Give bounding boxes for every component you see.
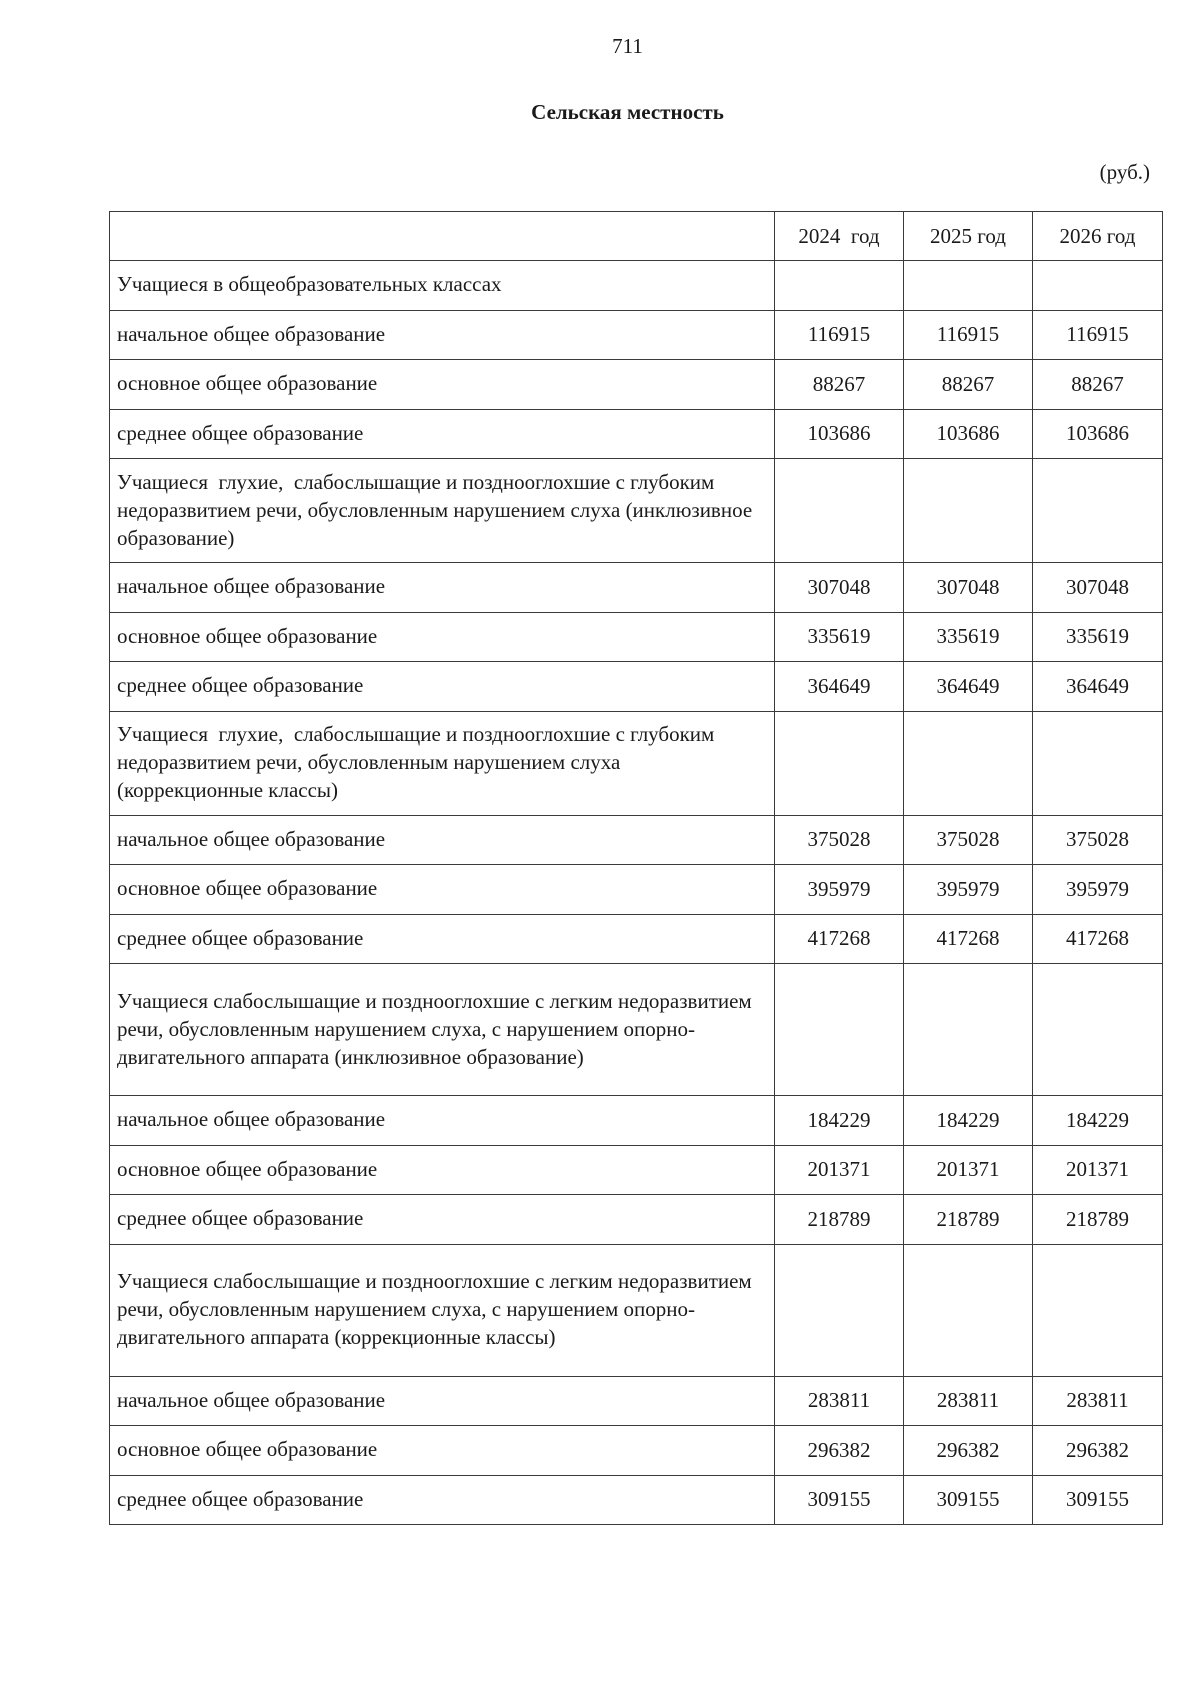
row-label: основное общее образование — [110, 612, 775, 662]
table-row-group — [110, 261, 1163, 311]
value-2024 — [775, 459, 904, 563]
value-2025: 283811 — [904, 1376, 1033, 1426]
header-cell-2026: 2026 год — [1033, 212, 1163, 261]
value-2025: 201371 — [904, 1145, 1033, 1195]
value-2025: 309155 — [904, 1475, 1033, 1525]
value-2024 — [775, 261, 904, 311]
page-title: Сельская местность — [531, 100, 724, 124]
row-label: среднее общее образование — [110, 1475, 775, 1525]
row-label: Учащиеся глухие, слабослышащие и позднооглохшие с глубоким недоразвитием речи, обусловленным нарушением слуха (коррекционные классы) — [110, 711, 775, 815]
table-row — [110, 310, 1163, 360]
value-2024: 184229 — [775, 1096, 904, 1146]
value-2024: 395979 — [775, 865, 904, 915]
table-row — [110, 1096, 1163, 1146]
table-header-row — [110, 212, 1163, 261]
value-2024 — [775, 964, 904, 1096]
value-2025: 184229 — [904, 1096, 1033, 1146]
value-2025: 103686 — [904, 409, 1033, 459]
header-cell-2025: 2025 год — [904, 212, 1033, 261]
row-label: среднее общее образование — [110, 914, 775, 964]
row-label: основное общее образование — [110, 1426, 775, 1476]
value-2024: 309155 — [775, 1475, 904, 1525]
row-label: Учащиеся в общеобразовательных классах — [110, 261, 775, 311]
value-2024: 307048 — [775, 563, 904, 613]
value-2024: 375028 — [775, 815, 904, 865]
value-2026: 307048 — [1033, 563, 1163, 613]
value-2024: 283811 — [775, 1376, 904, 1426]
value-2026 — [1033, 964, 1163, 1096]
value-2026: 296382 — [1033, 1426, 1163, 1476]
row-label: среднее общее образование — [110, 1195, 775, 1245]
value-2024 — [775, 711, 904, 815]
value-2024: 103686 — [775, 409, 904, 459]
value-2024: 364649 — [775, 662, 904, 712]
value-2025 — [904, 964, 1033, 1096]
value-2026: 116915 — [1033, 310, 1163, 360]
value-2025: 395979 — [904, 865, 1033, 915]
value-2026: 103686 — [1033, 409, 1163, 459]
row-label: основное общее образование — [110, 865, 775, 915]
table-row — [110, 563, 1163, 613]
table-row — [110, 612, 1163, 662]
row-label: начальное общее образование — [110, 1096, 775, 1146]
value-2026 — [1033, 261, 1163, 311]
value-2025: 364649 — [904, 662, 1033, 712]
table-row — [110, 1376, 1163, 1426]
value-2026: 184229 — [1033, 1096, 1163, 1146]
value-2026: 218789 — [1033, 1195, 1163, 1245]
row-label: Учащиеся глухие, слабослышащие и позднооглохшие с глубоким недоразвитием речи, обусловленным нарушением слуха (инклюзивное образование) — [110, 459, 775, 563]
value-2025: 307048 — [904, 563, 1033, 613]
value-2026: 375028 — [1033, 815, 1163, 865]
table-row — [110, 1426, 1163, 1476]
value-2025: 417268 — [904, 914, 1033, 964]
value-2025: 375028 — [904, 815, 1033, 865]
table-row — [110, 360, 1163, 410]
value-2024: 296382 — [775, 1426, 904, 1476]
row-label: основное общее образование — [110, 360, 775, 410]
row-label: начальное общее образование — [110, 815, 775, 865]
table-row — [110, 1145, 1163, 1195]
header-cell-2024: 2024 год — [775, 212, 904, 261]
value-2024: 218789 — [775, 1195, 904, 1245]
table-row-group — [110, 459, 1163, 563]
table-row-group — [110, 711, 1163, 815]
value-2025: 218789 — [904, 1195, 1033, 1245]
value-2024 — [775, 1244, 904, 1376]
value-2024: 116915 — [775, 310, 904, 360]
table-row — [110, 662, 1163, 712]
row-label: Учащиеся слабослышащие и позднооглохшие с легким недоразвитием речи, обусловленным нарушением слуха, с нарушением опорно-двигательного аппарата (коррекционные классы) — [110, 1244, 775, 1376]
row-label: начальное общее образование — [110, 1376, 775, 1426]
value-2026: 417268 — [1033, 914, 1163, 964]
value-2025 — [904, 261, 1033, 311]
value-2024: 335619 — [775, 612, 904, 662]
value-2025 — [904, 711, 1033, 815]
value-2025: 296382 — [904, 1426, 1033, 1476]
row-label: начальное общее образование — [110, 563, 775, 613]
value-2026: 335619 — [1033, 612, 1163, 662]
value-2024: 88267 — [775, 360, 904, 410]
value-2026: 309155 — [1033, 1475, 1163, 1525]
table-row-group — [110, 964, 1163, 1096]
row-label: Учащиеся слабослышащие и позднооглохшие с легким недоразвитием речи, обусловленным нарушением слуха, с нарушением опорно-двигательного аппарата (инклюзивное образование) — [110, 964, 775, 1096]
unit-label: (руб.) — [1099, 160, 1150, 184]
header-cell-label — [110, 212, 775, 261]
table-row-group — [110, 1244, 1163, 1376]
value-2026 — [1033, 711, 1163, 815]
row-label: среднее общее образование — [110, 662, 775, 712]
table-row — [110, 409, 1163, 459]
table-row — [110, 914, 1163, 964]
value-2025: 335619 — [904, 612, 1033, 662]
value-2025: 116915 — [904, 310, 1033, 360]
value-2024: 417268 — [775, 914, 904, 964]
value-2026: 201371 — [1033, 1145, 1163, 1195]
value-2025: 88267 — [904, 360, 1033, 410]
table-row — [110, 815, 1163, 865]
value-2026 — [1033, 459, 1163, 563]
value-2026: 88267 — [1033, 360, 1163, 410]
value-2024: 201371 — [775, 1145, 904, 1195]
value-2026: 283811 — [1033, 1376, 1163, 1426]
value-2026 — [1033, 1244, 1163, 1376]
table-row — [110, 865, 1163, 915]
row-label: среднее общее образование — [110, 409, 775, 459]
value-2025 — [904, 459, 1033, 563]
table-row — [110, 1475, 1163, 1525]
cost-table — [109, 211, 1163, 1525]
row-label: начальное общее образование — [110, 310, 775, 360]
page-number: 711 — [612, 34, 643, 58]
table-row — [110, 1195, 1163, 1245]
value-2026: 395979 — [1033, 865, 1163, 915]
row-label: основное общее образование — [110, 1145, 775, 1195]
value-2026: 364649 — [1033, 662, 1163, 712]
value-2025 — [904, 1244, 1033, 1376]
